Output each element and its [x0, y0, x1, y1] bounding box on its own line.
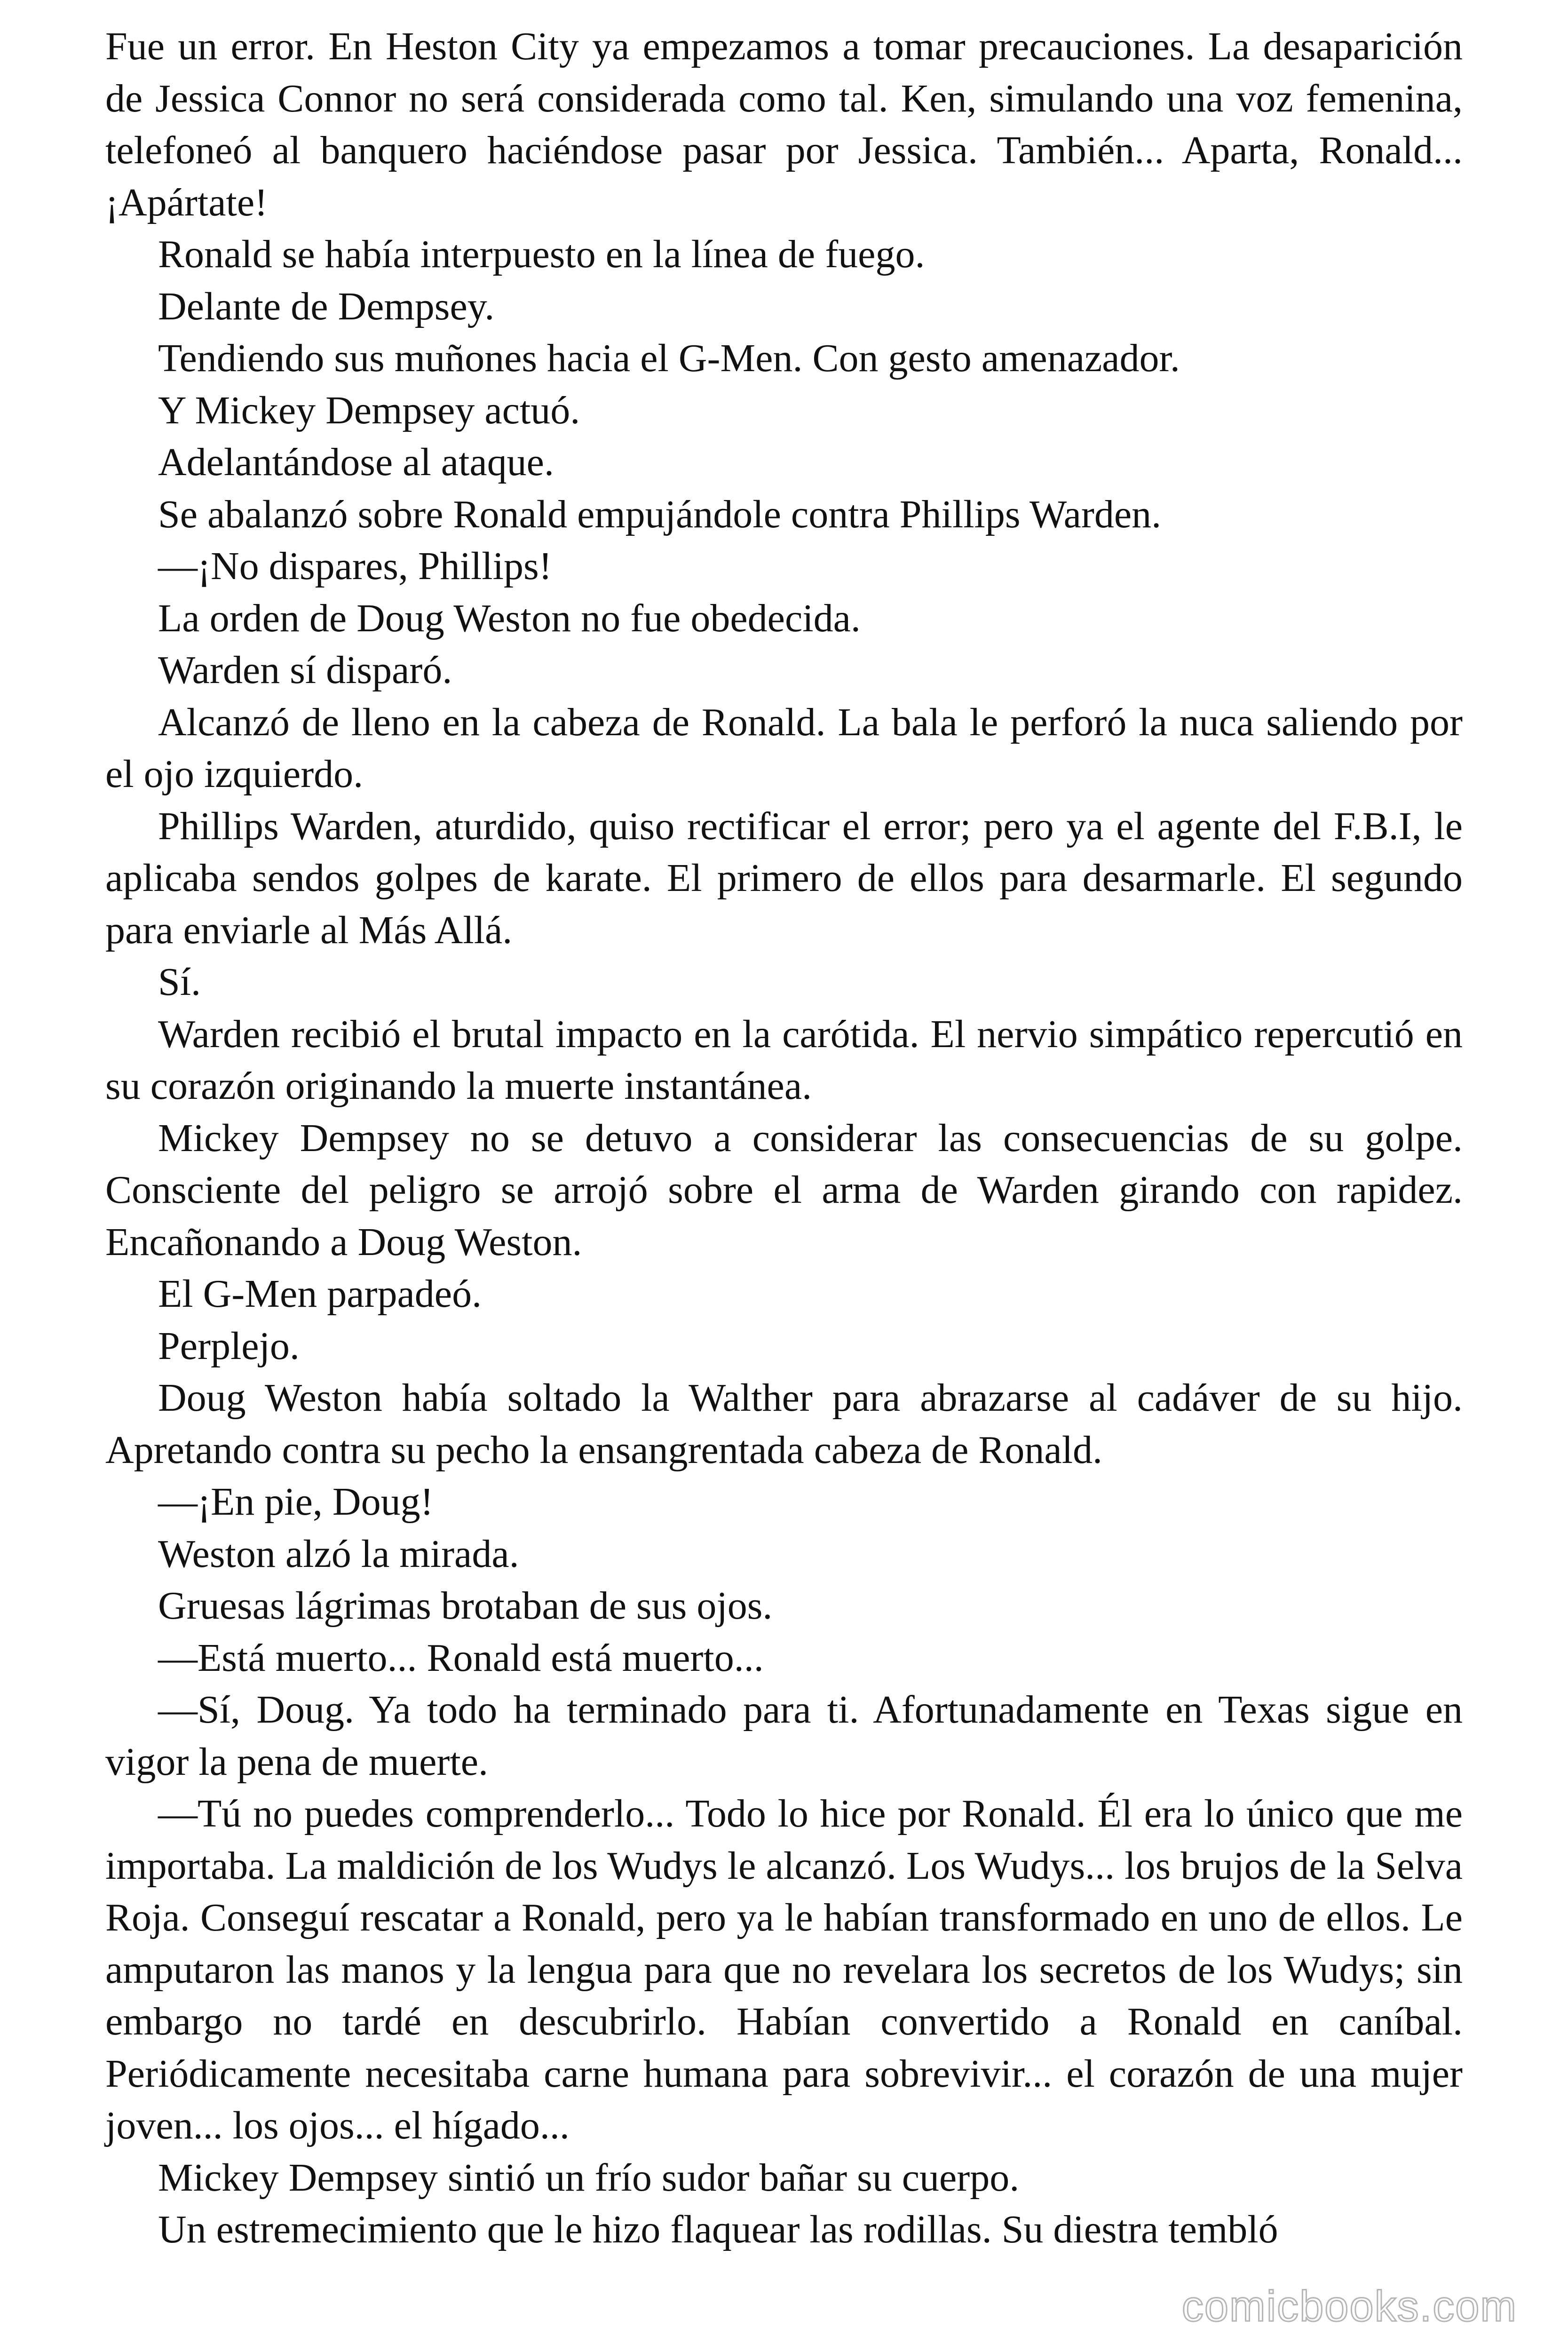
paragraph: Warden sí disparó. — [158, 648, 452, 692]
book-page-text — [105, 21, 1463, 2256]
dialogue-line: —Sí, Doug. Ya todo ha terminado para ti. Afortunadamente en Texas sigue en vigor la pena de muerte. — [105, 1688, 1463, 1784]
paragraph: Se abalanzó sobre Ronald empujándole contra Phillips Warden. — [158, 492, 1162, 536]
paragraph: Mickey Dempsey sintió un frío sudor bañar su cuerpo. — [158, 2155, 1020, 2200]
paragraph: Adelantándose al ataque. — [158, 440, 554, 484]
paragraph: Tendiendo sus muñones hacia el G-Men. Con gesto amenazador. — [158, 336, 1180, 380]
paragraph: Weston alzó la mirada. — [158, 1532, 519, 1576]
paragraph: Perplejo. — [158, 1324, 300, 1368]
paragraph: El G-Men parpadeó. — [158, 1272, 482, 1316]
dialogue-line: —¡No dispares, Phillips! — [158, 544, 552, 588]
dialogue-line: —¡En pie, Doug! — [158, 1480, 434, 1524]
paragraph: Y Mickey Dempsey actuó. — [158, 388, 580, 432]
paragraph: Ronald se había interpuesto en la línea de fuego. — [158, 232, 925, 276]
paragraph: Un estremecimiento que le hizo flaquear las rodillas. Su diestra tembló — [158, 2208, 1278, 2251]
paragraph: Warden recibió el brutal impacto en la carótida. El nervio simpático repercutió en su corazón originando la muerte instantánea. — [105, 1012, 1463, 1108]
dialogue-line: —Está muerto... Ronald está muerto... — [158, 1636, 764, 1680]
paragraph: Mickey Dempsey no se detuvo a considerar las consecuencias de su golpe. Consciente del peligro se arrojó sobre el arma de Warden girando con rapidez. Encañonando a Doug Weston. — [105, 1116, 1463, 1264]
paragraph: Sí. — [158, 960, 201, 1004]
paragraph: Fue un error. En Heston City ya empezamos a tomar precauciones. La desaparición de Jessica Connor no será considerada como tal. Ken, simulando una voz femenina, telefoneó al banquero haciéndose pasar por Jessica. También... Aparta, Ronald... ¡Apártate! — [105, 24, 1463, 224]
paragraph: Delante de Dempsey. — [158, 284, 495, 328]
dialogue-line: —Tú no puedes comprenderlo... Todo lo hice por Ronald. Él era lo único que me importaba. La maldición de los Wudys le alcanzó. Los Wudys... los brujos de la Selva Roja. Conseguí rescatar a Ronald, pero ya le habían transformado en uno de ellos. Le amputaron las manos y la lengua para que no revelara los secretos de los Wudys; sin embargo no tardé en descubrirlo. Habían convertido a Ronald en caníbal. Periódicamente necesitaba carne humana para sobrevivir... el corazón de una mujer joven... los ojos... el hígado... — [105, 1792, 1463, 2147]
paragraph: Phillips Warden, aturdido, quiso rectificar el error; pero ya el agente del F.B.I, le aplicaba sendos golpes de karate. El primero de ellos para desarmarle. El segundo para enviarle al Más Allá. — [105, 804, 1463, 952]
watermark-logo: comicbooks.com — [1181, 2282, 1517, 2330]
paragraph: Doug Weston había soltado la Walther para abrazarse al cadáver de su hijo. Apretando contra su pecho la ensangrentada cabeza de Ronald. — [105, 1376, 1463, 1472]
paragraph: Gruesas lágrimas brotaban de sus ojos. — [158, 1584, 773, 1628]
paragraph: La orden de Doug Weston no fue obedecida. — [158, 596, 861, 640]
paragraph: Alcanzó de lleno en la cabeza de Ronald. La bala le perforó la nuca saliendo por el ojo izquierdo. — [105, 700, 1463, 796]
